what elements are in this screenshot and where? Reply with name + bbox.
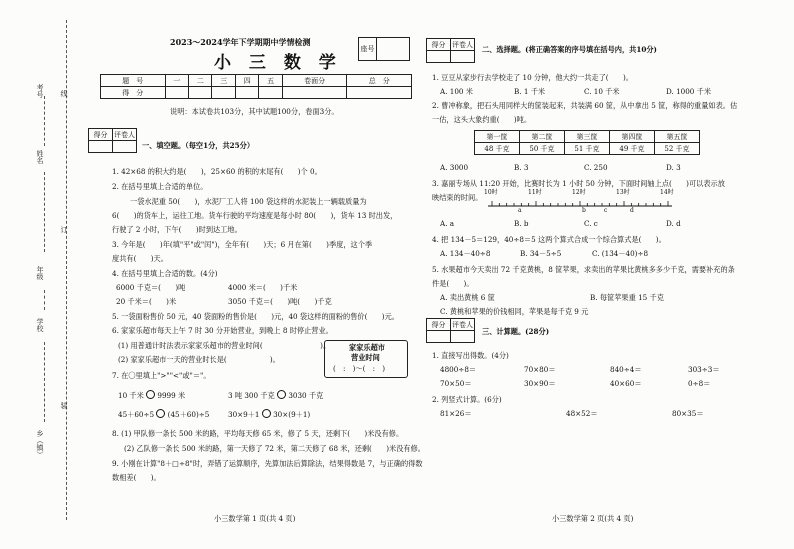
s2-q5a: 5. 水果超市今天卖出 72 千克黄桃，8 筐苹果，求卖出的苹果比黄桃多多少千克，需要补充的条 <box>432 265 735 274</box>
score-head-0: 题 号 <box>101 75 166 87</box>
score-cell[interactable] <box>189 87 212 99</box>
s2-q4-opt-b[interactable]: B. 34－5÷5 <box>520 249 562 258</box>
s1-q1: 1. 42×68 的积大约是( )，25×60 的积的末尾有( )个 0。 <box>112 167 322 176</box>
s2-q3-opt-d[interactable]: D. d <box>666 219 681 228</box>
score-cell[interactable] <box>282 87 347 99</box>
seat-value[interactable] <box>377 38 410 61</box>
footer-page1: 小三数学第 1 页(共 4 页) <box>214 514 296 523</box>
section1-title: 一、填空题。（每空1分，共25分） <box>142 141 255 150</box>
s3-q1: 1. 直接写出得数。(4分) <box>432 351 509 360</box>
label-xingming: 姓名 <box>36 150 44 164</box>
calc-item: 70×50＝ <box>440 379 472 388</box>
s2-q1-opt-c[interactable]: C. 10 千米 <box>584 87 620 96</box>
grader-label: 评卷人 <box>452 320 473 329</box>
score-label: 得分 <box>89 129 113 141</box>
s2-q2-opt-d[interactable]: D. 3 <box>666 163 681 172</box>
seat-number-box <box>358 37 410 61</box>
axis-tick-label-12: 12时 <box>572 189 586 196</box>
calc-item: 70×80＝ <box>524 365 556 374</box>
calc-item: 30×90＝ <box>524 379 556 388</box>
basket-head: 第三筐 <box>565 131 610 143</box>
compare-circle[interactable] <box>156 409 165 418</box>
sign-line2: 营业时间 <box>351 353 380 362</box>
compare-circle[interactable] <box>262 409 271 418</box>
s1-q7a2: 9999 米 <box>157 391 186 400</box>
s2-q3-opt-a[interactable]: A. a <box>440 219 455 228</box>
basket-value: 52 千克 <box>655 143 700 155</box>
basket-weight-table <box>474 130 700 155</box>
label-kaohao: 考号 <box>36 84 44 98</box>
score-cell[interactable] <box>89 141 113 153</box>
s1-q7-row1 <box>118 390 185 400</box>
fill-line <box>44 342 45 422</box>
score-head-7: 总 分 <box>347 75 412 87</box>
axis-point-d: d <box>630 207 634 214</box>
grader-cell[interactable] <box>451 51 475 63</box>
s1-q7b2: 3030 千克 <box>288 391 324 400</box>
s1-q9b: 数相差( )。 <box>112 473 161 482</box>
axis-point-a: a <box>518 207 522 214</box>
vertical-calc-2: 48×52＝ <box>566 409 598 418</box>
s2-q3-opt-c[interactable]: C. c <box>584 219 598 228</box>
s2-q2a: 2. 曹冲称象，把石头用同样大的筐装起来，共装满 60 筐，从中拿出 5 筐，称得的重量如表。估 <box>432 101 738 110</box>
s3-q2: 2. 列竖式计算。(6分) <box>432 395 502 404</box>
score-cell[interactable] <box>165 87 188 99</box>
axis-tick-label-14: 14时 <box>660 189 674 196</box>
score-cell[interactable] <box>427 331 451 343</box>
section3-scorebox <box>426 318 475 343</box>
exam-note: 说明：本试卷共103分，其中试题100分，卷面3分。 <box>170 107 339 116</box>
basket-value: 50 千克 <box>520 143 565 155</box>
score-summary-table <box>100 74 412 99</box>
s2-q4-opt-a[interactable]: A. 134－40÷8 <box>440 249 491 258</box>
s1-q7d2: 30×(9＋1) <box>273 410 311 419</box>
calc-item: 40×60＝ <box>610 379 642 388</box>
s1-q2a: 一袋水泥重 50( )，水泥厂工人将 100 袋这样的水泥装上一辆载质量为 <box>130 197 367 206</box>
s1-q5: 5. 一袋面粉售价 50 元，40 袋面粉的售价是( )元，40 袋这样的面粉的售价( )元。 <box>112 312 399 321</box>
s2-q1-opt-b[interactable]: B. 1 千米 <box>514 87 546 96</box>
s1-q2c: 行驶了 2 小时，下午( )时到达工地。 <box>112 225 242 234</box>
axis-minor-ticks <box>492 201 668 206</box>
axis-point-c: c <box>604 207 608 214</box>
s2-q3b: 映结束的时间。 <box>432 193 483 202</box>
score-cell[interactable] <box>259 87 282 99</box>
score-head-5: 五 <box>259 75 282 87</box>
s2-q4: 4. 把 134－5＝129，40÷8＝5 这两个算式合成一个综合算式是( )。 <box>432 235 666 244</box>
s2-q2-opt-a[interactable]: A. 3000 <box>440 163 469 172</box>
s1-q7-row2b <box>228 409 310 419</box>
axis-tick-label-13: 13时 <box>616 189 630 196</box>
score-cell[interactable] <box>427 51 451 63</box>
basket-head: 第五筐 <box>655 131 700 143</box>
s1-q7: 7. 在〇里填上">""<"或"＝"。 <box>112 371 211 380</box>
s1-q7c: 45＋60÷5 <box>118 410 155 419</box>
calc-item: 4800÷8＝ <box>440 365 477 374</box>
score-cell[interactable] <box>347 87 412 99</box>
s1-q4: 4. 在括号里填上合适的数。(4分) <box>112 269 218 278</box>
s1-q4b: 4000 米＝( )千米 <box>228 283 298 292</box>
s1-q7c2: (45＋60)÷5 <box>167 410 210 419</box>
section2-title: 二、选择题。(将正确答案的序号填在括号内，共10分) <box>482 45 657 54</box>
exam-title: 2023～2024学年下学期期中学情检测 <box>170 37 311 47</box>
s2-q5-opt-b[interactable]: B. 每筐苹果重 15 千克 <box>590 293 664 302</box>
score-head-2: 二 <box>189 75 212 87</box>
score-cell[interactable] <box>235 87 258 99</box>
label-xiang: 乡（镇） <box>36 430 44 458</box>
axis-tick-label-10: 10时 <box>484 189 498 196</box>
s1-q4c: 20 千米＝( )米 <box>116 297 177 306</box>
s2-q4-opt-c[interactable]: C. (134－40)÷8 <box>592 249 649 258</box>
s2-q1-opt-d[interactable]: D. 1000 千米 <box>666 87 712 96</box>
s1-q6a: (1) 用普通计时法表示家家乐超市的营业时间( )。 <box>118 341 331 350</box>
grader-label: 评卷人 <box>114 130 135 139</box>
s2-q3a: 3. 嘉丽专场从 11:20 开始，比赛时长为 1 小时 50 分钟，下面时间轴上点( )可以表示放 <box>432 179 725 188</box>
s1-q3a: 3. 今年是( )年(填"平"或"闰")，全年有( )天；6 月在第( )季度，这个季 <box>112 240 373 249</box>
s1-q7-row1b <box>228 390 323 400</box>
compare-circle[interactable] <box>277 390 286 399</box>
s1-q7a: 10 千米 <box>118 391 144 400</box>
s2-q2-opt-b[interactable]: B. 3 <box>514 163 529 172</box>
sign-line1: 家家乐超市 <box>349 343 385 352</box>
s1-q4d: 3050 千克＝( )吨( )千克 <box>228 297 332 306</box>
s1-q8a: 8. (1) 甲队修一条长 500 米的路，平均每天修 65 米，修了 5 天，还剩下( )米没有修。 <box>112 429 404 438</box>
grader-cell[interactable] <box>113 141 137 153</box>
score-head-1: 一 <box>165 75 188 87</box>
s1-q7d: 30×9＋1 <box>228 410 260 419</box>
score-cell[interactable] <box>212 87 235 99</box>
axis-tick-label-11: 11时 <box>528 189 542 196</box>
section1-scorebox <box>88 128 137 153</box>
label-zhuang: 装 <box>60 402 68 409</box>
seat-label: 座号 <box>359 38 377 61</box>
sign-line3: ( : )～( : ) <box>333 364 385 373</box>
s2-q1: 1. 豆豆从家步行去学校走了 10 分钟，他大约一共走了( )。 <box>432 73 633 82</box>
s2-q1-opt-a[interactable]: A. 100 米 <box>440 87 473 96</box>
s1-q6b: (2) 家家乐超市一天的营业时长是( )。 <box>118 355 280 364</box>
s1-q8b: (2) 乙队修一条长 500 米的路，第一天修了 72 米，第二天修了 68 米，还剩( )米没有修。 <box>124 444 425 453</box>
s2-q3-opt-b[interactable]: B. b <box>514 219 529 228</box>
s1-q7b: 3 吨 300 千克 <box>228 391 275 400</box>
score-head-6: 卷面分 <box>282 75 347 87</box>
s1-q6: 6. 家家乐超市每天上午 7 时 30 分开始营业，到晚上 8 时停止营业。 <box>112 326 333 335</box>
vertical-calc-3: 80×35＝ <box>672 409 704 418</box>
fill-line <box>44 96 45 146</box>
basket-head: 第二筐 <box>520 131 565 143</box>
s1-q3b: 度共有( )天。 <box>112 254 168 263</box>
calc-item: 303÷3＝ <box>688 365 720 374</box>
s2-q5-opt-a[interactable]: A. 卖出黄桃 6 筐 <box>440 293 495 302</box>
s1-q4a: 6000 千克＝( )吨 <box>116 283 186 292</box>
grader-label: 评卷人 <box>452 40 473 49</box>
basket-head: 第四筐 <box>610 131 655 143</box>
score-row-label: 得 分 <box>101 87 166 99</box>
label-ding: 订 <box>60 226 68 233</box>
vertical-calc-1: 81×26＝ <box>440 409 472 418</box>
s1-q7-row2 <box>118 409 209 419</box>
label-nianji: 年级 <box>36 266 44 280</box>
compare-circle[interactable] <box>146 390 155 399</box>
supermarket-sign <box>324 340 408 378</box>
calc-item: 0÷8＝ <box>688 379 711 388</box>
section3-title: 三、计算题。(28分) <box>482 327 550 336</box>
s1-q9a: 9. 小刚在计算"8＋□÷8"时，弄错了运算顺序，先算加法后算除法，结果得数是 7，与正确的得数 <box>112 459 423 468</box>
grader-cell[interactable] <box>451 331 475 343</box>
calc-item: 840÷4＝ <box>610 365 642 374</box>
fill-line <box>44 172 45 252</box>
section2-scorebox <box>426 38 475 63</box>
score-head-3: 三 <box>212 75 235 87</box>
basket-value: 48 千克 <box>475 143 520 155</box>
basket-value: 51 千克 <box>565 143 610 155</box>
s2-q5b: 件是( )。 <box>432 279 474 288</box>
basket-value: 49 千克 <box>610 143 655 155</box>
subject-title: 小 三 数 学 <box>214 53 342 73</box>
label-xuexiao: 学校 <box>36 318 44 332</box>
score-label: 得分 <box>427 39 451 51</box>
s2-q5-opt-c[interactable]: C. 黄桃和苹果的价钱相同，苹果是每千克 9 元 <box>440 307 589 316</box>
score-label: 得分 <box>427 319 451 331</box>
footer-page2: 小三数学第 2 页(共 4 页) <box>552 514 634 523</box>
label-xian: 线 <box>60 90 68 97</box>
score-head-4: 四 <box>235 75 258 87</box>
s2-q2-opt-c[interactable]: C. 250 <box>584 163 608 172</box>
basket-head: 第一筐 <box>475 131 520 143</box>
fill-line <box>44 290 45 310</box>
s1-q2b: 6( )的货车上，运往工地。货车行驶的平均速度是每小时 80( )，货车 13 时出发， <box>112 211 398 220</box>
axis-point-b: b <box>582 207 586 214</box>
s1-q2: 2. 在括号里填上合适的单位。 <box>112 182 208 191</box>
s2-q2b: 一估，这头大象约重( )吨。 <box>432 115 532 124</box>
